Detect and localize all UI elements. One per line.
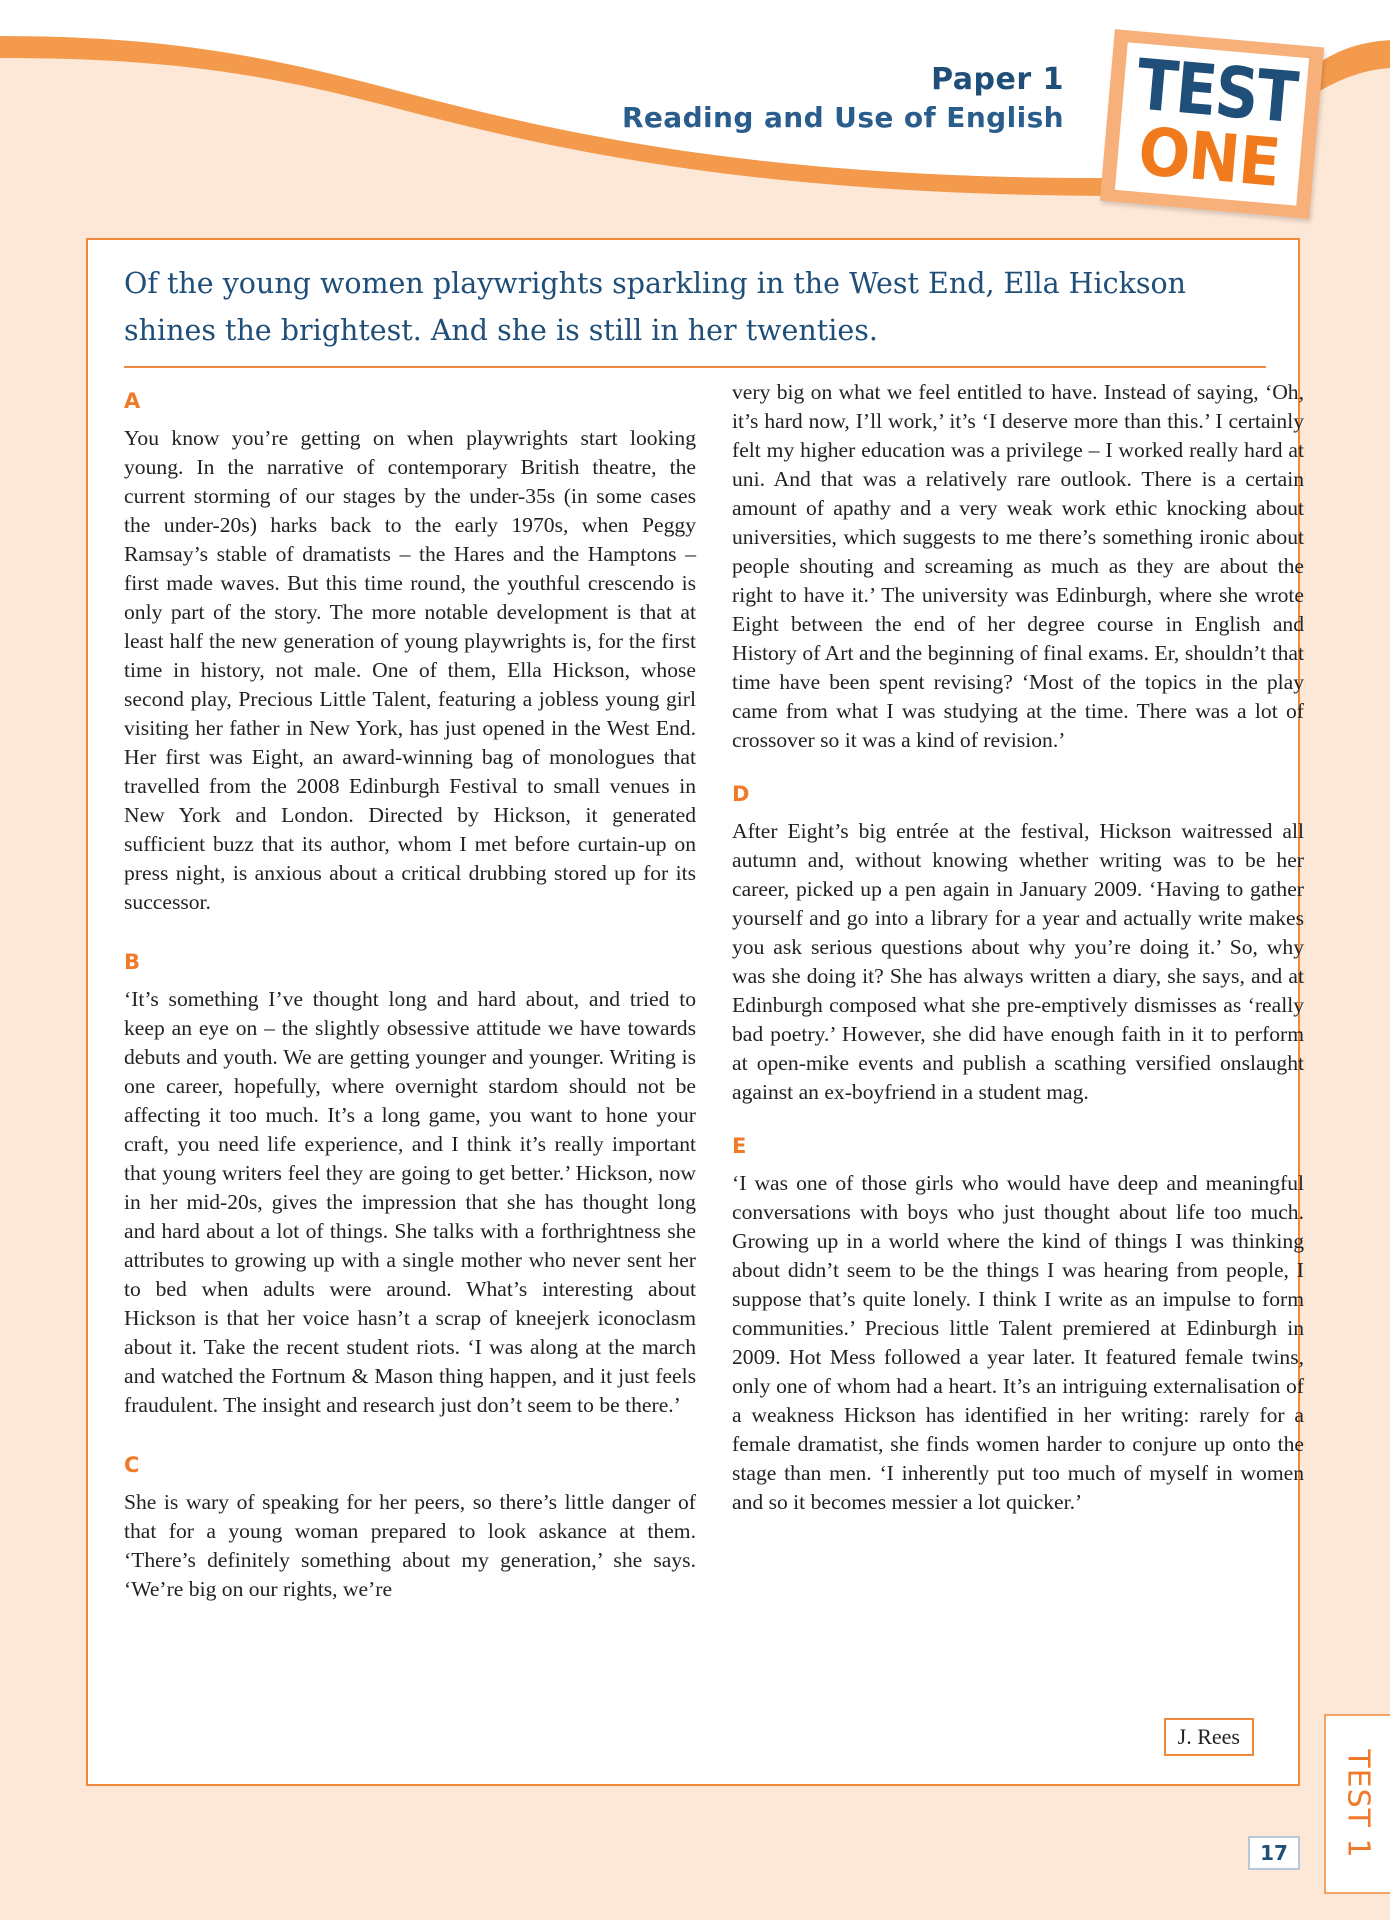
section-c-text: She is wary of speaking for her peers, so there’s little danger of that for a young woman prepared to look askance at them. ‘There’s definitely something about my generation,’ she says. ‘We’re big on our rights, we’re	[124, 1490, 696, 1601]
section-letter-a: A	[124, 389, 141, 413]
paper-title	[622, 62, 1064, 138]
section-letter-d: D	[732, 782, 750, 806]
section-letter-e: E	[732, 1134, 747, 1158]
paper-label: Paper 1	[931, 62, 1064, 97]
article-column-right	[732, 380, 1304, 1517]
side-tab	[1324, 1714, 1390, 1894]
section-a-text: You know you’re getting on when playwrights start looking young. In the narrative of contemporary British theatre, the current storming of our stages by the under-35s (in some cases the under-20s) harks back to the early 1970s, when Peggy Ramsay’s stable of dramatists – the Hares and the Hamptons – first made waves. But this time round, the youthful crescendo is only part of the story. The more notable development is that at least half the new generation of young playwrights is, for the first time in history, not male. One of them, Ella Hickson, whose second play, Precious Little Talent, featuring a jobless young girl visiting her father in New York, has just opened in the West End. Her first was Eight, an award-winning bag of monologues that travelled from the 2008 Edinburgh Festival to small venues in New York and London. Directed by Hickson, it generated sufficient buzz that its author, whom I met before curtain-up on press night, is anxious about a critical drubbing stored up for its successor.	[124, 426, 696, 914]
article-column-left	[124, 388, 696, 1604]
side-tab-label: TEST 1	[1340, 1749, 1376, 1859]
article-box	[86, 238, 1304, 1786]
stamp-word-test: TEST	[1133, 43, 1300, 140]
headline-divider	[124, 366, 1266, 368]
section-e-text: ‘I was one of those girls who would have deep and meaningful conversations with boys who just thought about life too much. Growing up in a world where the kind of things I was thinking about didn’t seem to be the things I was hearing from people, I suppose that’s quite lonely. I think I write as an impulse to form communities.’ Precious little Talent premiered at Edinburgh in 2009. Hot Mess followed a year later. It featured female twins, only one of whom had a heart. It’s an intriguing externalisation of a weakness Hickson has identified in her writing: rarely for a female dramatist, she finds women harder to conjure up onto the stage than men. ‘I inherently put too much of myself in women and so it becomes messier a lot quicker.’	[732, 1171, 1304, 1514]
section-d-text: After Eight’s big entrée at the festival, Hickson waitressed all autumn and, without knowing whether writing was to be her career, picked up a pen again in January 2009. ‘Having to gather yourself and go into a library for a year and actually write makes you ask serious questions about why you’re doing it.’ So, why was she doing it? She has always written a diary, she says, and at Edinburgh composed what she pre-emptively dismisses as ‘really bad poetry.’ However, she did have enough faith in it to perform at open-mike events and publish a scathing versified onslaught against an ex-boyfriend in a student mag.	[732, 819, 1304, 1104]
section-letter-b: B	[124, 950, 141, 974]
test-one-stamp-inner	[1115, 42, 1309, 205]
test-one-stamp	[1100, 29, 1324, 219]
section-letter-c: C	[124, 1453, 140, 1477]
stamp-word-one: ONE	[1135, 112, 1283, 202]
section-b-text: ‘It’s something I’ve thought long and hard about, and tried to keep an eye on – the slightly obsessive attitude we have towards debuts and youth. We are getting younger and younger. Writing is one career, hopefully, where overnight stardom should not be affecting it too much. It’s a long game, you want to hone your craft, you need life experience, and I think it’s really important that young writers feel they are going to get better.’ Hickson, now in her mid-20s, gives the impression that she has thought long and hard about a lot of things. She talks with a forthrightness she attributes to growing up with a single mother who never sent her to bed when adults were around. What’s interesting about Hickson is that her voice hasn’t a scrap of kneejerk iconoclasm about it. Take the recent student riots. ‘I was along at the march and watched the Fortnum & Mason thing happen, and it just feels fraudulent. The insight and research just don’t seem to be there.’	[124, 987, 696, 1417]
author-credit: J. Rees	[1164, 1718, 1254, 1756]
article-headline: Of the young women playwrights sparkling in the West End, Ella Hickson shines the brightest. And she is still in her twenties.	[124, 267, 1186, 347]
paper-subtitle: Reading and Use of English	[621, 101, 1064, 134]
page-number: 17	[1248, 1836, 1300, 1870]
section-c-continued-text: very big on what we feel entitled to have. Instead of saying, ‘Oh, it’s hard now, I’ll work,’ it’s ‘I deserve more than this.’ I certainly felt my higher education was a privilege – I worked really hard at uni. And that was a relatively rare outlook. There is a certain amount of apathy and a very weak work ethic knocking about universities, which suggests to me there’s something ironic about people shouting and screaming as much as they are about the right to have it.’ The university was Edinburgh, where she wrote Eight between the end of her degree course in English and History of Art and the beginning of final exams. Er, shouldn’t that time have been spent revising? ‘Most of the topics in the play came from what I was studying at the time. There was a lot of crossover so it was a kind of revision.’	[732, 380, 1304, 752]
